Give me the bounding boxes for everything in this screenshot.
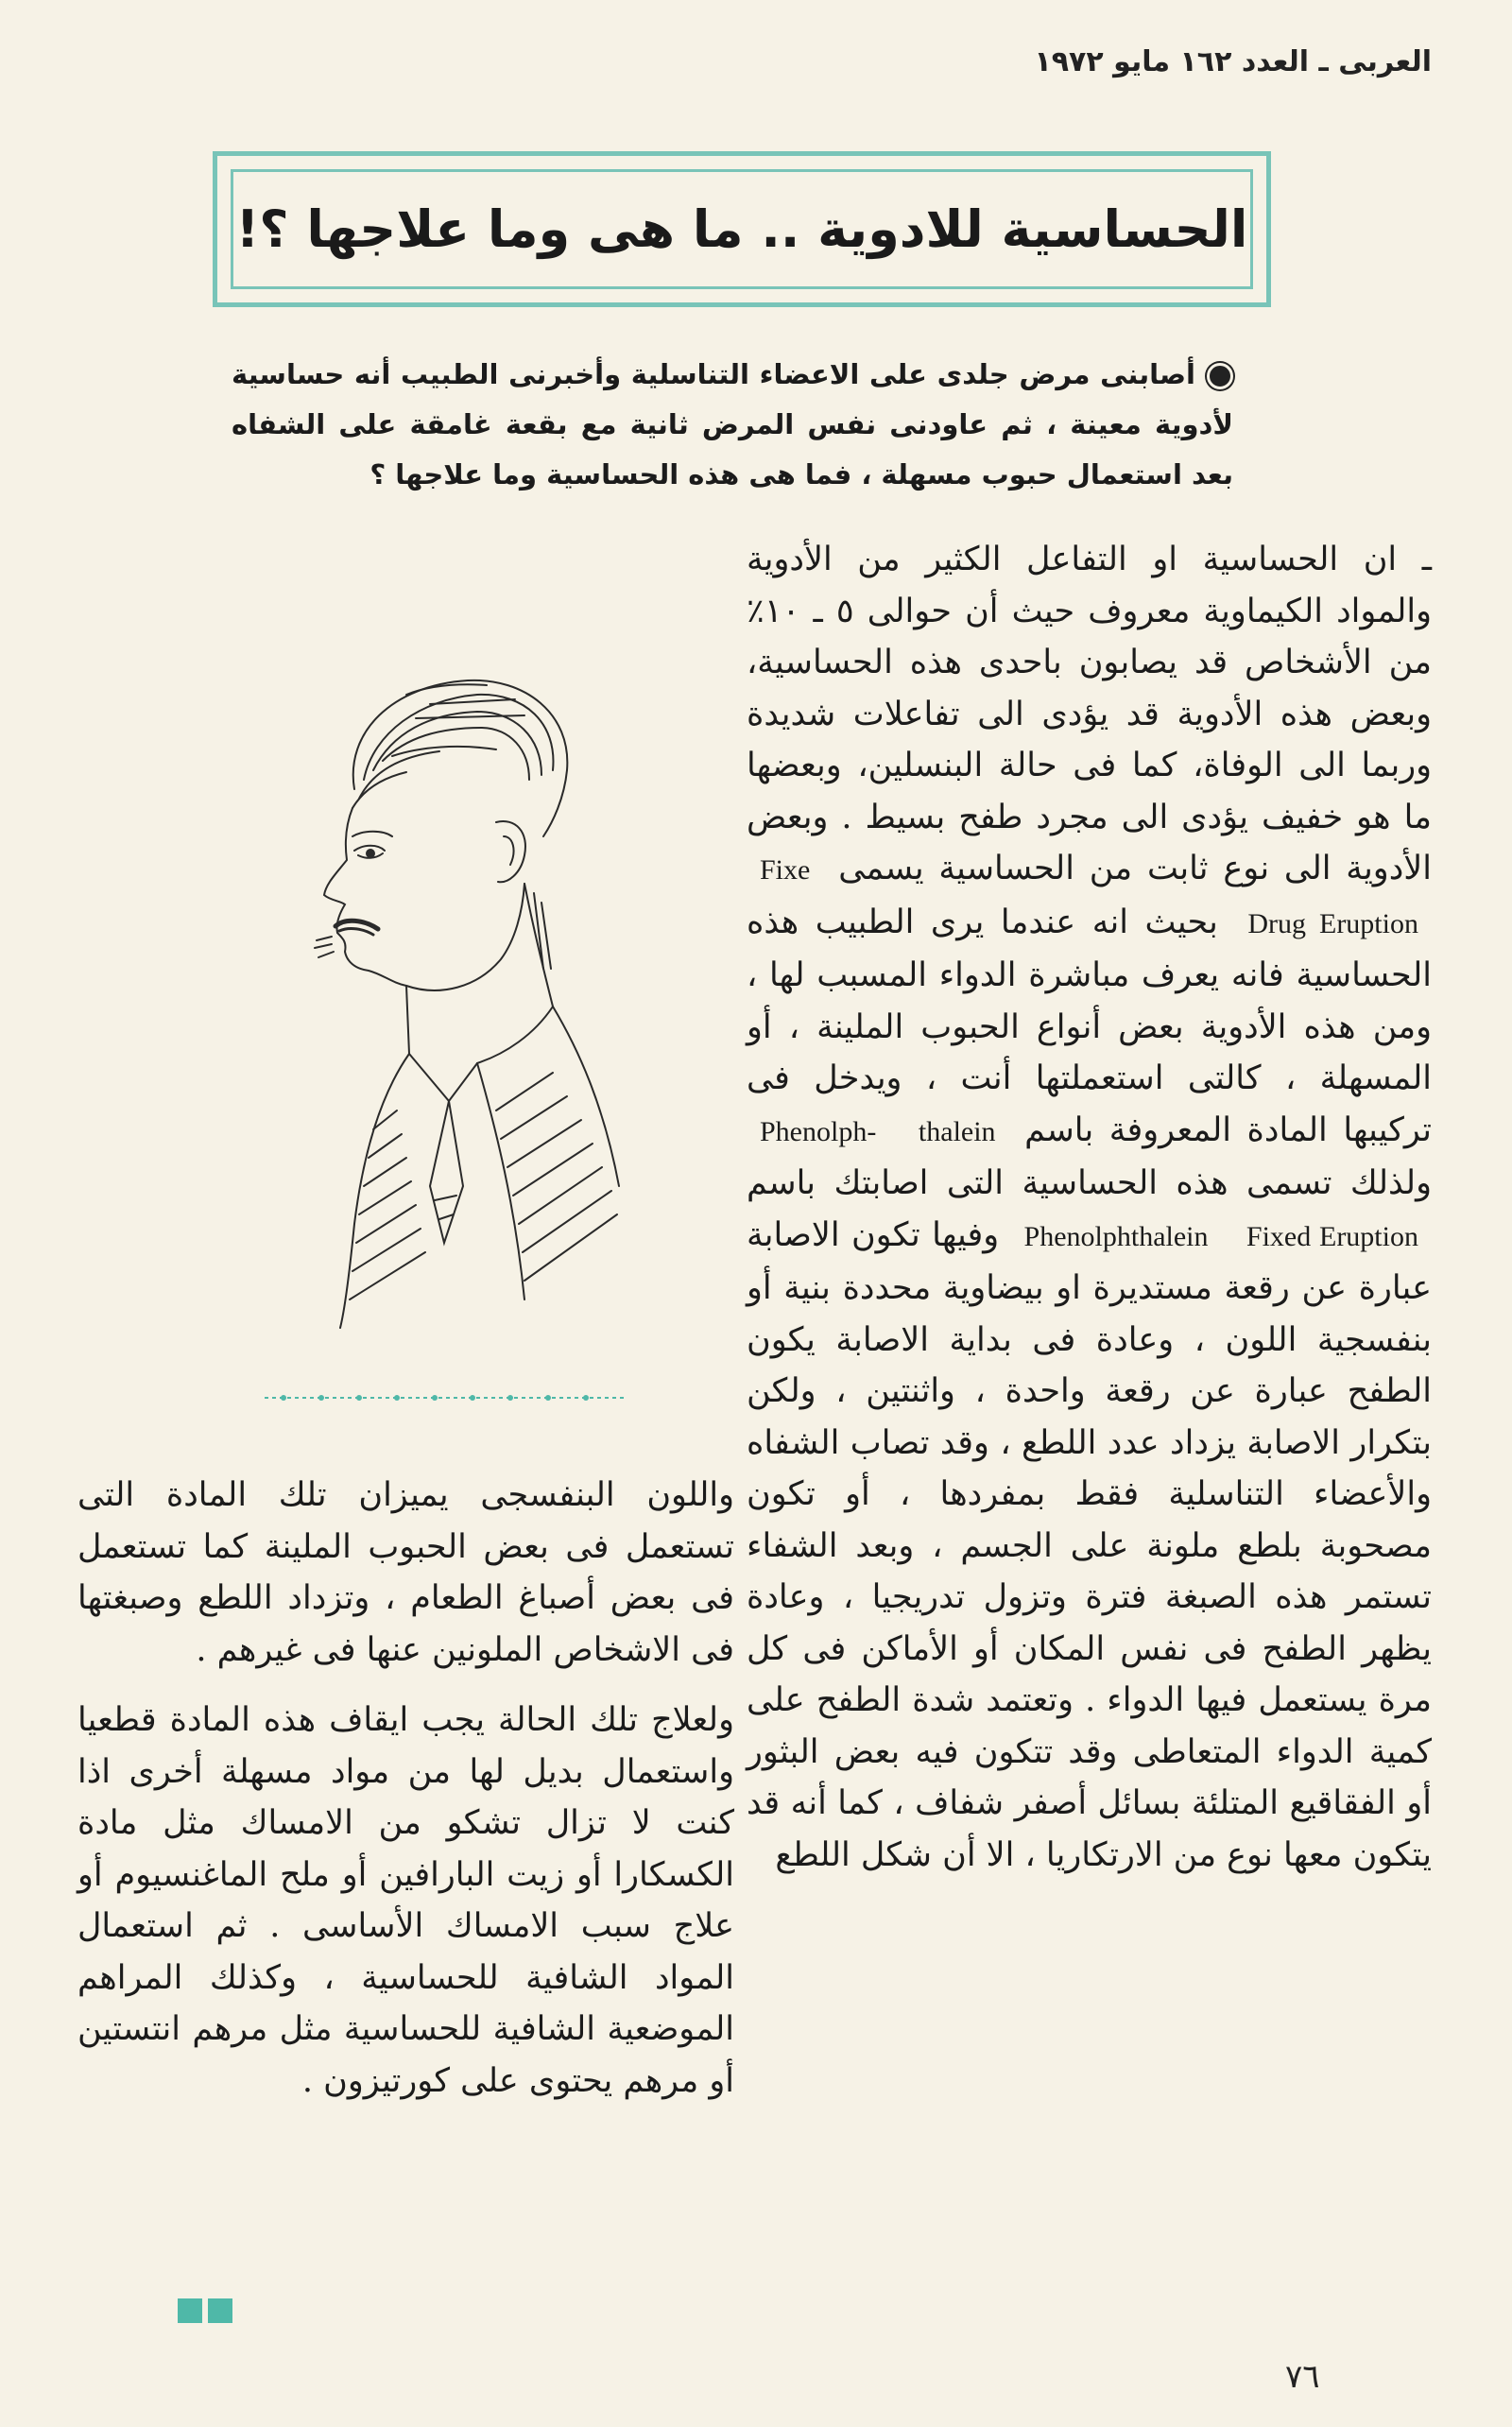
question-text: أصابنى مرض جلدى على الاعضاء التناسلية وأخبرنى الطبيب أنه حساسية لأدوية معينة ، ثم عاودنى نفس المرض ثانية مع بقعة غامقة على الشفاه بعد استعمال حبوب مسهلة ، فما هى هذه الحساسية وما علاجها ؟ <box>232 358 1233 491</box>
section-divider <box>265 1391 624 1404</box>
answer-text-3: ولذلك تسمى هذه الحساسية التى اصابتك باسم <box>747 1164 1432 1202</box>
latin-term-fixe: Fixe <box>760 854 811 886</box>
answer-text-2: بحيث انه عندما يرى الطبيب هذه الحساسية فانه يعرف مباشرة الدواء المسبب لها ، ومن هذه الأدوية بعض أنواع الحبوب الملينة ، أو المسهلة ، كالتى استعملتها أنت ، ويدخل فى تركيبها المادة المعروفة باسم <box>747 903 1432 1149</box>
end-mark-block <box>208 2298 232 2323</box>
running-head: العربى ـ العدد ١٦٢ مايو ١٩٧٢ <box>1034 45 1432 78</box>
left-column <box>77 1470 734 2107</box>
title-frame <box>213 151 1271 307</box>
latin-term-phenolph: Phenolph- <box>760 1115 877 1147</box>
left-paragraph-1: واللون البنفسجى يميزان تلك المادة التى تستعمل فى بعض الحبوب الملينة كما تستعمل فى بعض أصباغ الطعام ، وتزداد اللطع وصبغتها فى الاشخاص الملونين عنها فى غيرهم . <box>77 1476 734 1669</box>
answer-paragraph <box>747 534 1432 1881</box>
latin-term-fixed-eruption: Fixed Eruption <box>1246 1220 1418 1252</box>
latin-term-thalein: thalein <box>918 1115 996 1147</box>
answer-text-4: وفيها تكون الاصابة عبارة عن رقعة مستديرة او بيضاوية محددة بنية أو بنفسجية اللون ، وعادة فى بداية الاصابة يكون الطفح عبارة عن رقعة واحدة ، واثنتين ، ولكن بتكرار الاصابة يزداد عدد اللطع ، وقد تصاب الشفاه والأعضاء التناسلية فقط بمفردها ، أو تكون مصحوبة بلطع ملونة على الجسم ، وبعد الشفاء تستمر هذه الصبغة فترة وتزول تدريجيا ، وعادة يظهر الطفح فى نفس المكان أو الأماكن فى كل مرة يستعمل فيها الدواء . وتعتمد شدة الطفح على كمية الدواء المتعاطى وقد تتكون فيه بعض البثور أو الفقاقيع المتلئة بسائل أصفر شفاف ، كما أنه قد يتكون معها نوع من الارتكاريا ، الا أن شكل اللطع <box>747 1215 1432 1874</box>
man-profile-illustration <box>241 657 638 1337</box>
answer-text-1: ـ ان الحساسية او التفاعل الكثير من الأدوية والمواد الكيماوية معروف حيث أن حوالى ٥ ـ ١٠٪ من الأشخاص قد يصابون باحدى هذه الحساسية، وبعض هذه الأدوية قد يؤدى الى تفاعلات شديدة وربما الى الوفاة، كما فى حالة البنسلين، وبعضها ما هو خفيف يؤدى الى مجرد طفح بسيط . وبعض الأدوية الى نوع ثابت من الحساسية يسمى <box>747 541 1432 887</box>
right-column <box>747 534 1432 1881</box>
page-number: ٧٦ <box>1285 2358 1320 2396</box>
article-title: الحساسية للادوية .. ما هى وما علاجها ؟! <box>235 199 1248 259</box>
latin-term-phenolphthalein: Phenolphthalein <box>1023 1220 1209 1252</box>
latin-term-drug-eruption: Drug Eruption <box>1247 907 1418 939</box>
bullet-icon <box>1207 363 1233 389</box>
article-end-mark <box>178 2298 232 2323</box>
left-paragraph-2: ولعلاج تلك الحالة يجب ايقاف هذه المادة قطعيا واستعمال بديل لها من مواد مسهلة أخرى اذا كنت لا تزال تشكو من الامساك مثل مادة الكسكارا أو زيت البارافين أو ملح الماغنسيوم أو علاج سبب الامساك الأساسى . ثم استعمال المواد الشافية للحساسية ، وكذلك المراهم الموضعية الشافية للحساسية مثل مرهم انتستين أو مرهم يحتوى على كورتيزون . <box>77 1701 734 2100</box>
end-mark-block <box>178 2298 202 2323</box>
reader-question <box>232 350 1233 500</box>
